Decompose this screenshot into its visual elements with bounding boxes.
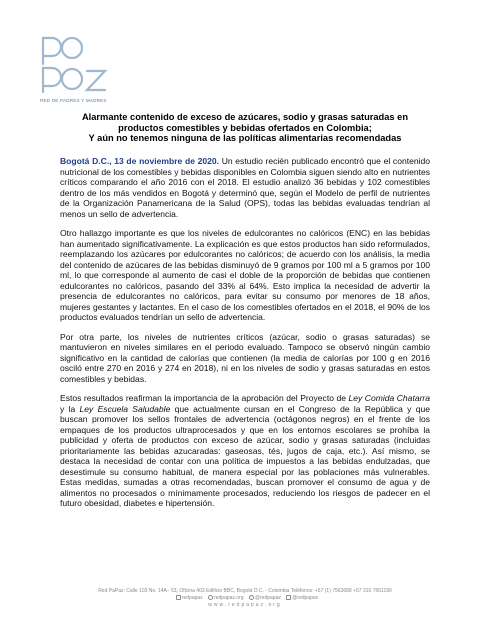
- footer-handle-4[interactable]: @redpapaz: [292, 595, 319, 601]
- footer-address: Red PaPaz: Calle 103 No. 14A - 53, Oficina 403 Edificio BBC, Bogotá D.C. - Colombia Teléfonos: +57 (1) 7563689 +57 310 7561190: [98, 588, 392, 594]
- paragraph-4-part-b: y la: [60, 403, 80, 414]
- law-escuela-saludable: Ley Escuela Saludable: [79, 403, 171, 414]
- logo-tagline: RED DE PADRES Y MADRES: [40, 98, 107, 103]
- footer-handle-1[interactable]: redpapaz: [181, 595, 203, 601]
- title-line-1: Alarmante contenido de exceso de azúcares, sodio y grasas saturadas en: [81, 112, 409, 122]
- paragraph-1: [60, 156, 430, 219]
- globe-icon: [208, 595, 213, 600]
- paragraph-2: Otro hallazgo importante es que los niveles de edulcorantes no calóricos (ENC) en las bebidas han aumentado significativamente. La explicación es que estos productos han sido reformulados, reemplazando los azúcares por edulcorantes no calóricos; de acuerdo con los análisis, la media del contenido de azúcares de las bebidas disminuyó de 9 gramos por 100 ml a 5 gramos por 100 ml, lo que corresponde al aumento de casi el doble de la proporción de bebidas que contienen edulcorantes no calóricos, pasando del 33% al 64%. Esto implica la necesidad de advertir la presencia de edulcorantes no calóricos, para evitar su consumo por menores de 18 años, mujeres gestantes y lactantes. En el caso de los comestibles ofertados en el 2018, el 90% de los productos evaluados tendrían un sello de advertencia.: [60, 228, 430, 322]
- twitter-icon: [249, 595, 254, 600]
- dateline: Bogotá D.C., 13 de noviembre de 2020.: [60, 156, 220, 166]
- paragraph-1-text: Un estudio recién publicado encontró que el contenido nutricional de los comestibles y bebidas disponibles en Colombia siguen siendo alto en nutrientes críticos comparando el año 2016 con el 2018. El estudio analizó 36 bebidas y 102 comestibles dentro de los más vendidos en Bogotá y determinó que, según el Modelo de perfil de nutrientes de la Organización Panamericana de la Salud (OPS), todas las bebidas evaluadas tendrían al menos un sello de advertencia.: [60, 156, 431, 219]
- facebook-icon: [176, 595, 181, 600]
- paragraph-4-part-c: que actualmente cursan en el Congreso de la República y que buscan promover los sellos frontales de advertencia (octágonos negros) en el frente de los empaques de los productos ultraprocesados y que en los entornos escolares se prohíba la publicidad y oferta de productos con exceso de azúcar, sodio y grasas saturadas (incluidas prioritariamente las bebidas azucaradas: gaseosas, tés, jugos de caja, etc.). Así mismo, se destaca la necesidad de contar con una política de impuestos a las bebidas endulzadas, que desestimule su consumo habitual, de manera especial por las poblaciones más vulnerables. Estas medidas, sumadas a otras recomendadas, buscan promover el consumo de agua y de alimentos no procesados o mínimamente procesados, reduciendo los riesgos de padecer en el futuro obesidad, diabetes e hipertensión.: [60, 403, 430, 508]
- footer-website[interactable]: www.redpapaz.org: [208, 602, 282, 608]
- paragraph-3: Por otra parte, los niveles de nutrientes críticos (azúcar, sodio o grasas saturadas) se mantuvieron en niveles similares en el periodo evaluado. Tampoco se observó ningún cambio significativo en la cantidad de calorías que contienen (la media de calorías por 100 g en 2016 osciló entre 270 en 2016 y 274 en 2018), ni en los niveles de sodio y grasas saturadas en estos comestibles y bebidas.: [60, 331, 430, 384]
- footer-social: [0, 595, 490, 602]
- law-comida-chatarra: Ley Comida Chatarra: [348, 393, 431, 403]
- instagram-icon: [286, 595, 291, 600]
- footer: [0, 588, 490, 609]
- paragraph-4-part-a: Estos resultados reafirman la importancia de la aprobación del Proyecto de: [60, 393, 349, 403]
- red-papaz-logo: [40, 34, 120, 103]
- footer-handle-2[interactable]: redpapaz.org: [214, 595, 244, 601]
- title-line-3: Y aún no tenemos ninguna de las políticas alimentarias recomendadas: [88, 133, 402, 144]
- press-release-title: [60, 112, 430, 144]
- paragraph-4: [60, 393, 430, 509]
- papaz-logo-mark: [40, 34, 120, 96]
- article-body: [60, 156, 430, 518]
- footer-handle-3[interactable]: @redpapaz: [254, 595, 281, 601]
- title-line-2: productos comestibles y bebidas ofertados en Colombia;: [118, 122, 372, 133]
